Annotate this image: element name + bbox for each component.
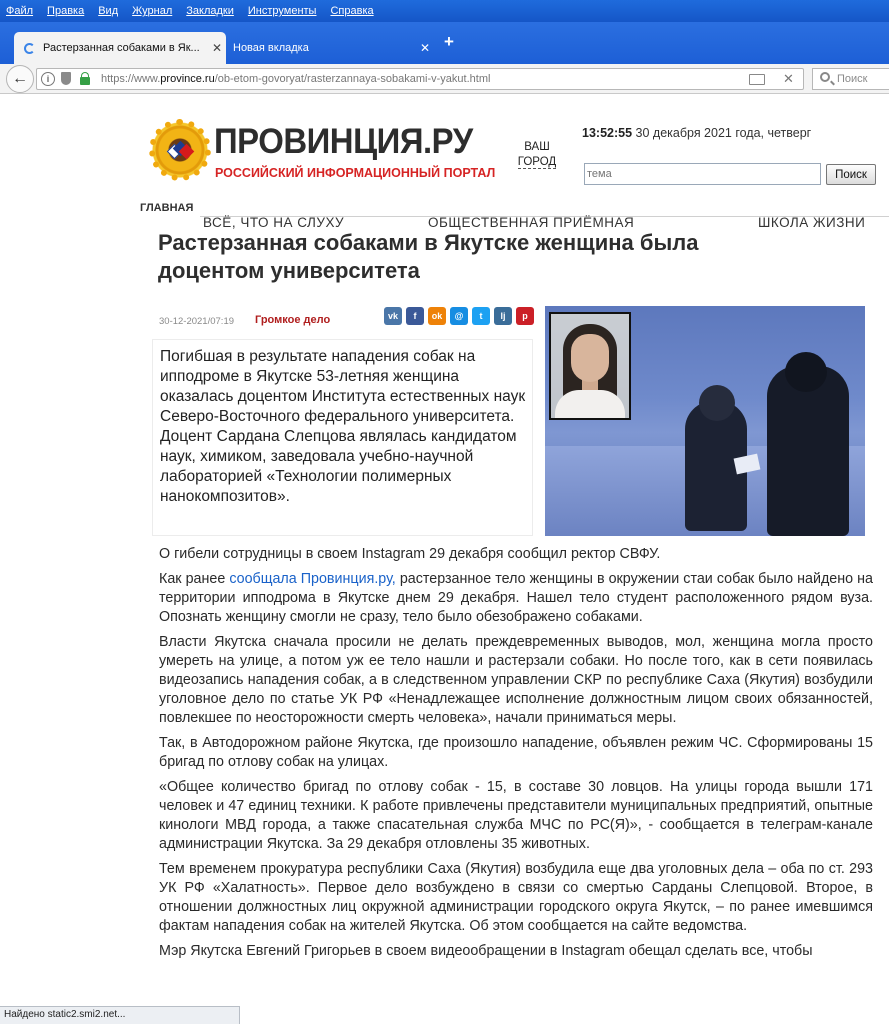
menu-edit[interactable]: Правка <box>47 5 85 17</box>
pinterest-icon[interactable]: p <box>516 307 534 325</box>
menu-tools[interactable]: Инструменты <box>247 5 317 17</box>
article-paragraph: Власти Якутска сначала просили не делать преждевременных выводов, мол, женщина могла просто умереть на улице, а потом уж ее тело нашли и растерзали собаки. Но после того, как в сети появилась видеозапись нападения собак, а в следственном управлении СКР по республике Саха (Якутия) возбудили уголовное дело по статье УК РФ «Ненадлежащее исполнение должностным лицом своих обязанностей, повлекшее по неосторожности смерть человека», начали приниматься меры. <box>159 634 873 726</box>
back-button[interactable]: ← <box>6 65 34 93</box>
menu-bar <box>0 0 889 22</box>
twitter-icon[interactable]: t <box>472 307 490 325</box>
city-label-line1: ВАШ <box>524 141 550 153</box>
url-path: /ob-etom-govoryat/rasterzannaya-sobakami-v-yakut.html <box>214 73 491 85</box>
victim-portrait-photo <box>549 312 631 420</box>
vk-icon[interactable]: vk <box>384 307 402 325</box>
site-search-button[interactable]: Поиск <box>826 164 876 185</box>
article-paragraph: Мэр Якутска Евгений Григорьев в своем видеообращении в Instagram обещал сделать все, чтобы <box>159 943 813 959</box>
article-body <box>159 545 873 967</box>
article-paragraph: Так, в Автодорожном районе Якутска, где произошло нападение, объявлен режим ЧС. Сформированы 15 бригад по отлову собак на улицах. <box>159 735 873 770</box>
menu-bookmarks[interactable]: Закладки <box>186 5 234 17</box>
url-text[interactable] <box>101 73 490 85</box>
lock-icon[interactable] <box>80 77 90 85</box>
article-lead: Погибшая в результате нападения собак на ипподроме в Якутске 53-летняя женщина оказалась доцентом Института естественных наук Северо-Восточного федерального университета. Доцент Сардана Слепцова являлась кандидатом наук, химиком, заведовала учебно-научной лабораторией «Технологии полимерных нанокомпозитов». <box>152 339 533 536</box>
city-label-line2: ГОРОД <box>517 156 557 168</box>
search-icon <box>820 72 830 82</box>
livejournal-icon[interactable]: lj <box>494 307 512 325</box>
portrait-body <box>555 390 625 420</box>
paragraph-text: растерзанное тело женщины в окружении стаи собак было найдено на территории ипподрома в Якутске днем 29 декабря. Нашел тело студент расположенного рядом вуза. Опознать женщину смогли не сразу, тело было обезображено собаками. <box>159 571 873 625</box>
tab-title: Растерзанная собаками в Як... <box>43 42 200 54</box>
article-paragraph: «Общее количество бригад по отлову собак - 15, в составе 30 ловцов. На улицы города вышли 171 человек и 47 единиц техники. К работе привлечены представители муниципальных предприятий, опытные кинологи МВД города, а также спасательная служба МЧС по РС(Я)», - сообщается в телеграм-канале администрации Якутска. За 29 декабря отловлены 35 животных. <box>159 779 873 852</box>
url-prefix: https://www. <box>101 73 161 85</box>
article-title: Растерзанная собаками в Якутске женщина была доцентом университета <box>158 230 699 283</box>
nav-item-rumors[interactable]: ВСЁ, ЧТО НА СЛУХУ <box>203 215 345 230</box>
paragraph-text: Как ранее <box>159 571 230 587</box>
menu-help[interactable]: Справка <box>330 5 374 17</box>
status-bar: Найдено static2.smi2.net... <box>0 1006 240 1024</box>
url-host: province.ru <box>160 73 215 85</box>
tab-article[interactable] <box>14 32 226 64</box>
article-paragraph: Тем временем прокуратура республики Саха (Якутия) возбудила еще два уголовных дела – оба по ст. 293 УК РФ «Халатность». Первое дело возбуждено в связи со смертью Сарданы Слепцовой. Второе, в отношении должностных лиц окружной администрации городского округа Якутск, – по ранее имевшимся фактам нападения собак на жителей Якутска. Об этом сообщается на сайте ведомства. <box>159 861 873 934</box>
stop-loading-icon[interactable]: ✕ <box>783 71 794 86</box>
current-date: 30 декабря 2021 года, четверг <box>635 126 812 140</box>
reader-view-icon[interactable] <box>749 74 765 85</box>
close-tab-icon[interactable]: ✕ <box>211 41 223 55</box>
site-info-icon[interactable]: i <box>41 72 55 86</box>
nav-item-school[interactable]: ШКОЛА ЖИЗНИ <box>758 215 866 230</box>
date-time <box>582 126 811 140</box>
moimir-icon[interactable]: @ <box>450 307 468 325</box>
menu-view[interactable]: Вид <box>98 5 119 17</box>
current-time: 13:52:55 <box>582 126 633 140</box>
nav-home-link[interactable]: ГЛАВНАЯ <box>140 202 194 214</box>
site-logo-subtitle: РОССИЙСКИЙ ИНФОРМАЦИОННЫЙ ПОРТАЛ <box>215 166 496 180</box>
menu-history[interactable]: Журнал <box>132 5 173 17</box>
province-link[interactable]: сообщала Провинция.ру, <box>229 571 396 587</box>
facebook-icon[interactable]: f <box>406 307 424 325</box>
loading-spinner-icon <box>24 43 35 54</box>
new-tab-button[interactable]: + <box>444 32 454 51</box>
city-selector[interactable] <box>515 140 559 170</box>
article-date: 30-12-2021/07:19 <box>159 316 235 327</box>
site-logo-title[interactable]: ПРОВИНЦИЯ.РУ <box>214 122 473 161</box>
article-paragraph <box>159 570 873 627</box>
address-bar[interactable] <box>36 68 804 90</box>
site-header <box>148 100 888 198</box>
nav-item-reception[interactable]: ОБЩЕСТВЕННАЯ ПРИЁМНАЯ <box>428 215 635 230</box>
tab-new[interactable] <box>228 32 434 64</box>
menu-file[interactable]: Файл <box>6 5 34 17</box>
article-paragraph: О гибели сотрудницы в своем Instagram 29 декабря сообщил ректор СВФУ. <box>159 546 661 562</box>
site-search-input[interactable] <box>584 163 821 185</box>
diamond-logo-icon <box>169 141 189 161</box>
web-page <box>0 95 889 1024</box>
navigation-bar <box>0 64 889 94</box>
photo-person-right <box>767 366 849 536</box>
tab-title: Новая вкладка <box>233 42 309 54</box>
browser-search-box[interactable] <box>812 68 889 90</box>
share-buttons <box>384 307 538 325</box>
article-category-link[interactable]: Громкое дело <box>255 314 331 326</box>
close-tab-icon[interactable]: ✕ <box>419 41 431 55</box>
tracking-shield-icon[interactable] <box>61 72 71 85</box>
portrait-face <box>571 334 609 382</box>
browser-search-placeholder: Поиск <box>837 73 868 85</box>
odnoklassniki-icon[interactable]: ok <box>428 307 446 325</box>
